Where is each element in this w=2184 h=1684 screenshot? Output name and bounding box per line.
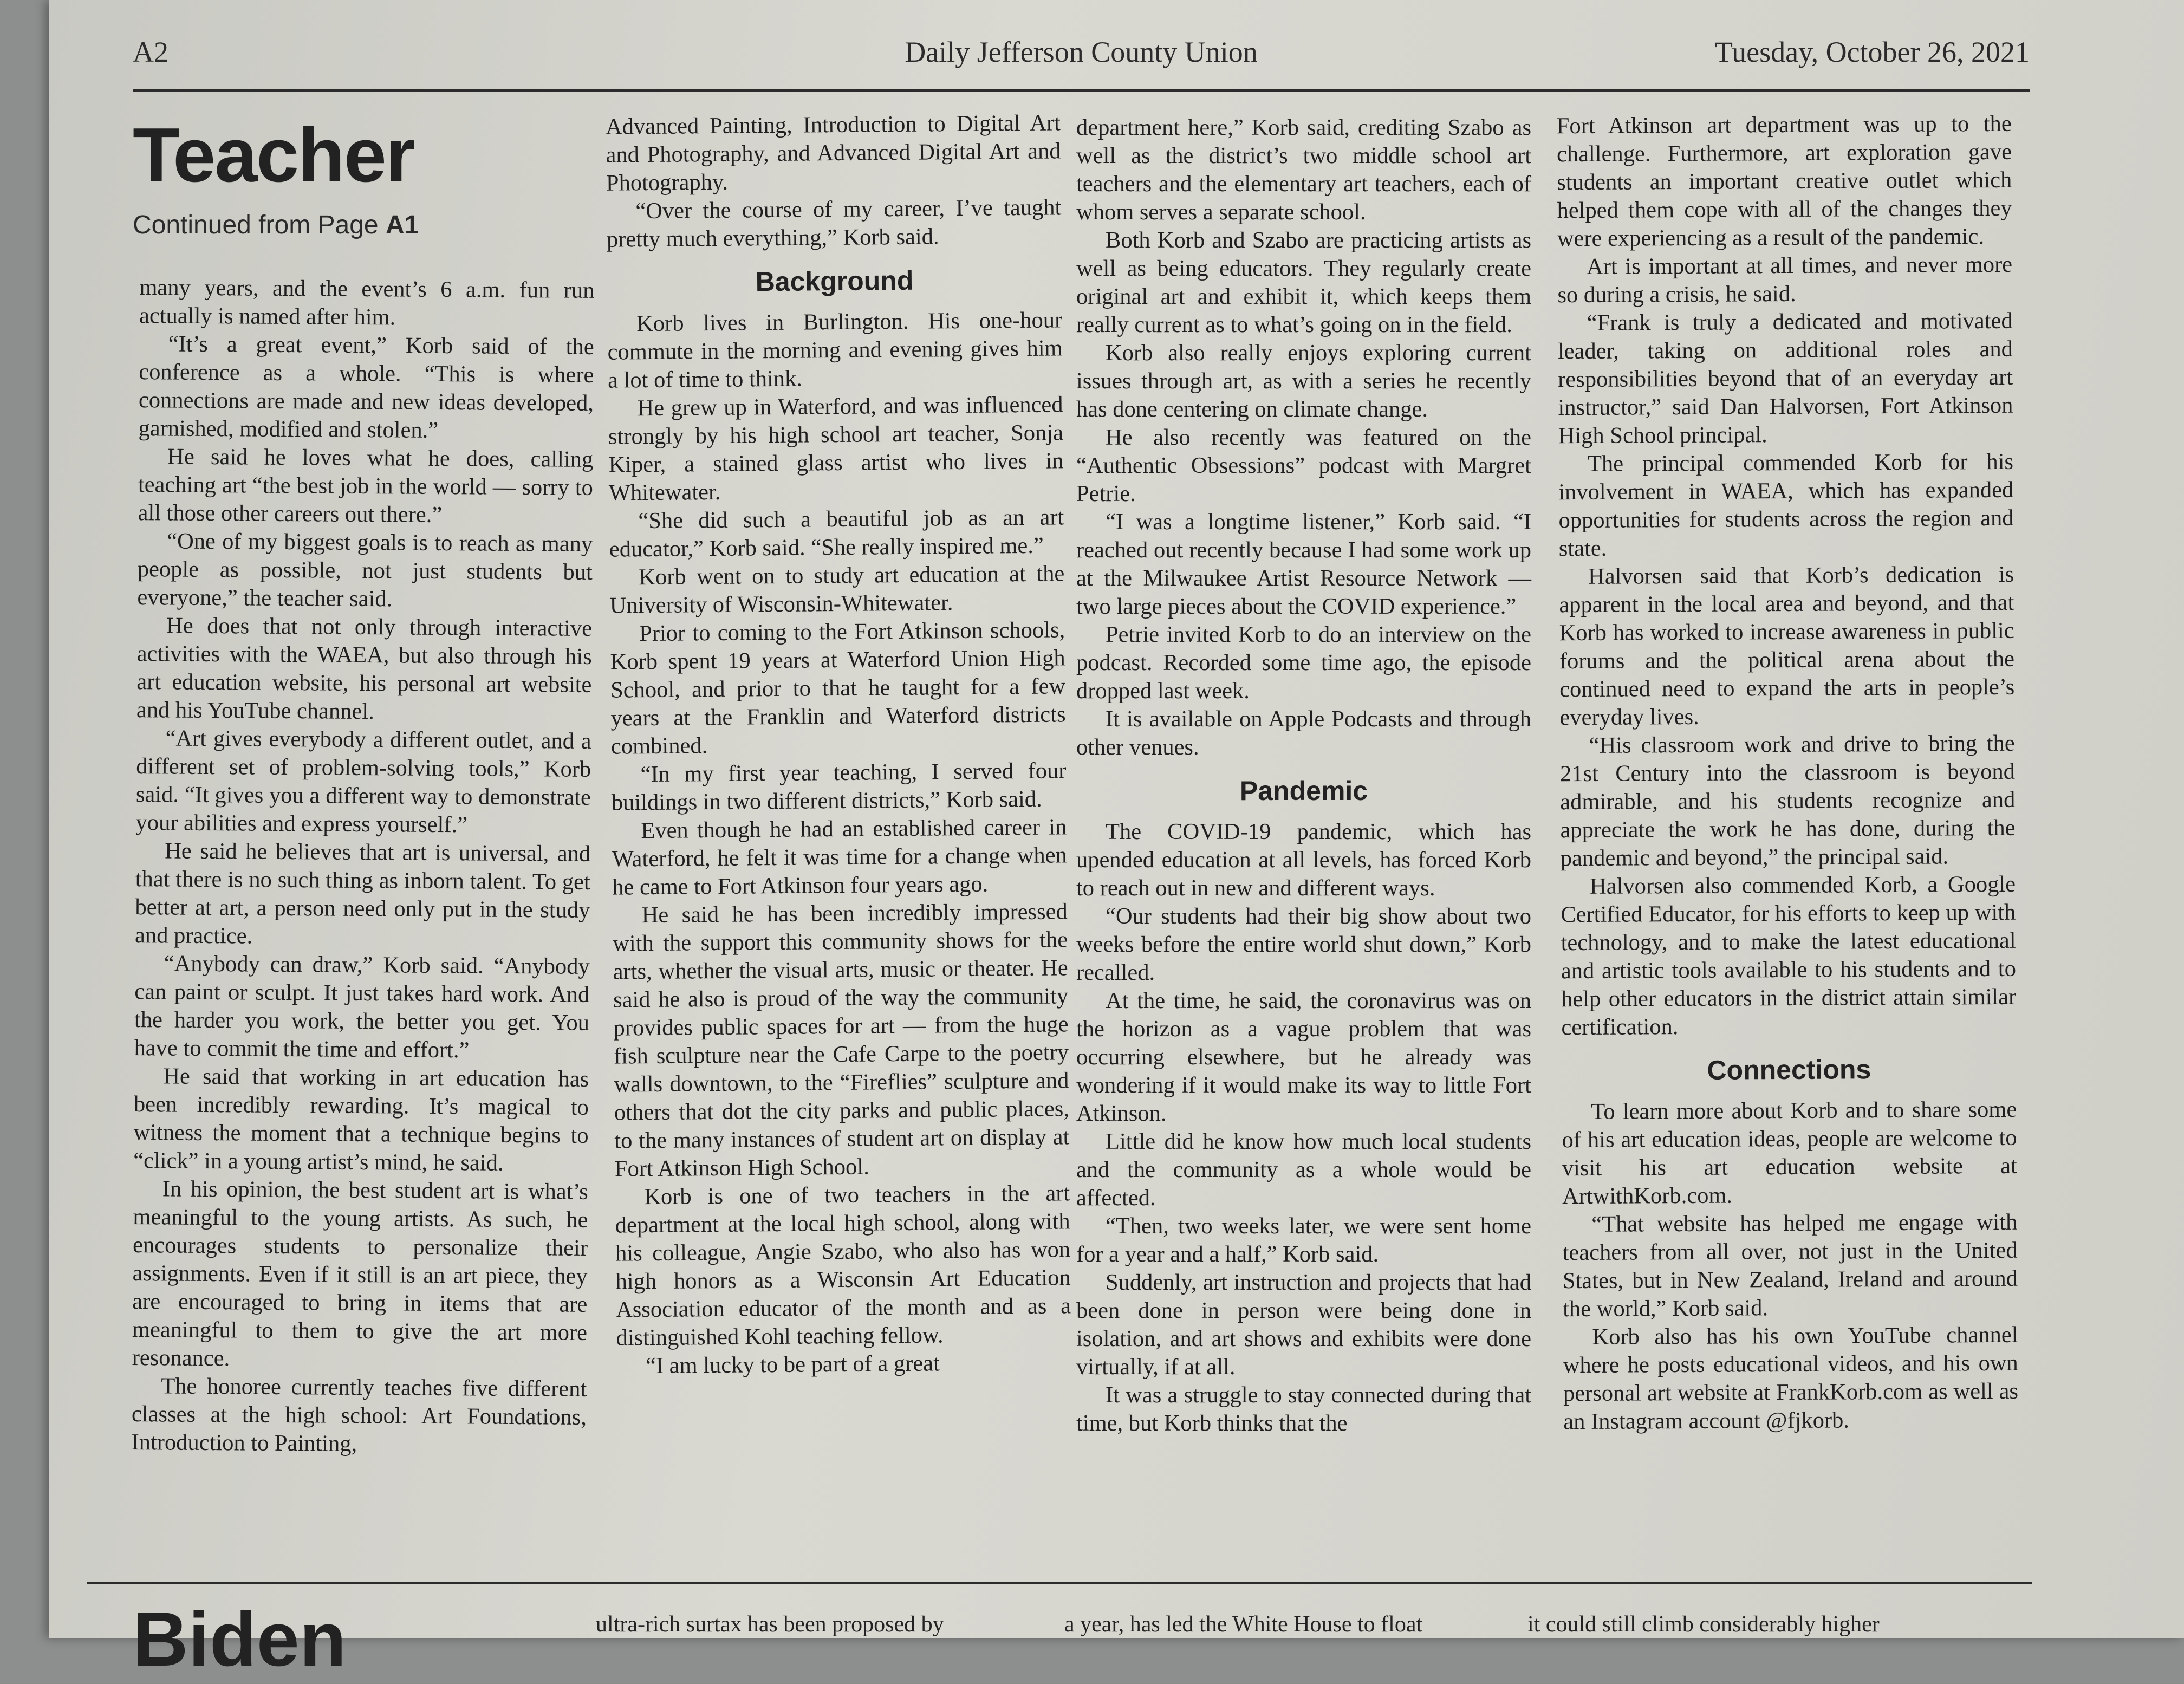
paragraph: The COVID-19 pandemic, which has upended education at all levels, has forced Korb to reach out in new and different ways.: [1076, 819, 1531, 901]
paragraph: department here,” Korb said, crediting Szabo as well as the district’s two middle school art teachers and the elementary art teachers, each of whom serves a separate school.: [1076, 115, 1531, 225]
paragraph: “His classroom work and drive to bring the 21st Century into the classroom is beyond admirable, and his students recognize and appreciate the work he has done, during the pandemic and beyond,” the principal said.: [1559, 730, 2016, 872]
paragraph: Fort Atkinson art department was up to the challenge. Furthermore, art exploration gave students an important creative outlet which helped them cope with all of the changes they were experiencing as a result of the pandemic.: [1556, 110, 2012, 252]
paragraph: “It’s a great event,” Korb said of the conference as a whole. “This is where connections are made and new ideas developed, garnished, modified and stolen.”: [138, 331, 594, 443]
paragraph: To learn more about Korb and to share some of his art education ideas, people are welcome to visit his art education website at ArtwithKorb.com.: [1562, 1096, 2017, 1210]
bottom-divider: [87, 1582, 2032, 1584]
paragraph: Korb is one of two teachers in the art department at the local high school, along with his colleague, Angie Szabo, who also has won high honors as a Wisconsin Art Education Association educator of the month and as a distinguished Kohl teaching fellow.: [615, 1180, 1071, 1351]
paragraph: He grew up in Waterford, and was influenced strongly by his high school art teacher, Sonja Kiper, a stained glass artist who lives in Whitewater.: [608, 392, 1064, 506]
article-column-4: [1557, 110, 2019, 1436]
paragraph: At the time, he said, the coronavirus was on the horizon as a vague problem that was occurring elsewhere, but he already was wondering if it would make its way to little Fort Atkinson.: [1076, 988, 1531, 1126]
paragraph: “I am lucky to be part of a great: [645, 1350, 940, 1379]
paragraph: many years, and the event’s 6 a.m. fun run actually is named after him.: [139, 275, 595, 330]
next-article-text-3: it could still climb considerably higher: [1528, 1612, 1880, 1637]
article-headline: Teacher: [133, 112, 415, 198]
paragraph: “Over the course of my career, I’ve taught pretty much everything,” Korb said.: [606, 194, 1062, 252]
paragraph: “Anybody can draw,” Korb said. “Anybody can paint or sculpt. It just takes hard work. And the harder you work, the better you get. You have to commit the time and effort.”: [134, 951, 590, 1063]
page-number: A2: [133, 36, 168, 68]
paragraph: Korb also really enjoys exploring current issues through art, as with a series he recently has done centering on climate change.: [1076, 340, 1531, 422]
paragraph: Korb also has his own YouTube channel where he posts educational videos, and his own personal art website at FrankKorb.com as well as an Instagram account @fjkorb.: [1563, 1322, 2019, 1435]
paragraph: “One of my biggest goals is to reach as many people as possible, not just students but everyone,” the teacher said.: [137, 528, 593, 612]
paragraph: It is available on Apple Podcasts and through other venues.: [1076, 706, 1531, 760]
paragraph: “Frank is truly a dedicated and motivated leader, taking on additional roles and responsibilities beyond that of an everyday art instructor,” said Dan Halvorsen, Fort Atkinson High School principal.: [1557, 308, 2013, 449]
paragraph: He said he believes that art is universal, and that there is no such thing as inborn talent. To get better at art, a person need only put in the study and practice.: [134, 838, 591, 949]
paragraph: “I was a longtime listener,” Korb said. “I reached out recently because I had some work up at the Milwaukee Artist Resource Network — two large pieces about the COVID experience.”: [1076, 509, 1531, 619]
paragraph: “Art gives everybody a different outlet, and a different set of problem-solving tools,” Korb said. “It gives you a different way to demonstrate your abilities and express yourself.”: [135, 725, 592, 838]
article-column-3: [1076, 114, 1531, 1438]
paragraph: “Then, two weeks later, we were sent home for a year and a half,” Korb said.: [1076, 1213, 1531, 1267]
paragraph: Advanced Painting, Introduction to Digital Art and Photography, and Advanced Digital Art and Photography.: [605, 110, 1061, 196]
paragraph: It was a struggle to stay connected during that time, but Korb thinks that the: [1076, 1382, 1531, 1436]
paragraph: Art is important at all times, and never more so during a crisis, he said.: [1557, 251, 2013, 308]
paragraph: Halvorsen also commended Korb, a Google Certified Educator, for his efforts to keep up with technology, and to make the latest educational and artistic tools available to his students and to help other educators in the district attain similar certification.: [1561, 871, 2017, 1041]
subhead-background: Background: [755, 265, 914, 297]
paragraph: In his opinion, the best student art is what’s meaningful to the young artists. As such, he encourages students to personalize their assignments. Even if it still is an art piece, they are encouraged to bring in items that are meaningful to them to give the art more resonance.: [132, 1176, 588, 1371]
paragraph: Korb lives in Burlington. His one-hour commute in the morning and evening gives him a lot of time to think.: [607, 307, 1063, 393]
paragraph: The honoree currently teaches five different classes at the high school: Art Foundations, Introduction to Painting,: [131, 1373, 587, 1457]
paragraph: He said he has been incredibly impressed with the support this community shows for the arts, whether the visual arts, music or theater. He said he also is proud of the way the community provides public spaces for art — from the huge fish sculpture near the Cafe Carpe to the poetry walls downtown, to the “Fireflies” sculpture and others that dot the city parks and public places, to the many instances of student art on display at Fort Atkinson High School.: [612, 899, 1070, 1182]
paragraph: “In my first year teaching, I served four buildings in two different districts,” Korb said.: [611, 758, 1067, 816]
paragraph: “Our students had their big show about two weeks before the entire world shut down,” Korb recalled.: [1076, 903, 1531, 985]
article-column-1: [131, 274, 594, 1460]
paragraph: Korb went on to study art education at the University of Wisconsin-Whitewater.: [609, 561, 1065, 619]
issue-date: Tuesday, October 26, 2021: [1715, 36, 2030, 68]
paragraph: Prior to coming to the Fort Atkinson schools, Korb spent 19 years at Waterford Union High School, and prior to that he taught for a few years at the Franklin and Waterford districts combined.: [610, 617, 1066, 759]
continued-from: [133, 210, 419, 240]
paragraph: Petrie invited Korb to do an interview on the podcast. Recorded some time ago, the episode dropped last week.: [1076, 622, 1531, 704]
paragraph: Even though he had an established career in Waterford, he felt it was time for a change when he came to Fort Atkinson four years ago.: [612, 814, 1067, 900]
newspaper-name: Daily Jefferson County Union: [905, 36, 1258, 68]
next-article-text-1: ultra-rich surtax has been proposed by: [596, 1612, 944, 1637]
subhead-pandemic: Pandemic: [1239, 776, 1368, 806]
continued-page: A1: [385, 211, 419, 239]
paragraph: The principal commended Korb for his involvement in WAEA, which has expanded opportunities for students across the region and state.: [1558, 448, 2014, 562]
continued-prefix: Continued from Page: [133, 211, 386, 239]
paragraph: Both Korb and Szabo are practicing artists as well as being educators. They regularly create original art and exhibit it, which keeps them really current as to what’s going on in the field.: [1076, 227, 1531, 337]
paragraph: He said he loves what he does, calling teaching art “the best job in the world — sorry to all those other careers out there.”: [138, 444, 594, 528]
paragraph: “That website has helped me engage with teachers from all over, not just in the United States, but in New Zealand, Ireland and around the world,” Korb said.: [1562, 1209, 2018, 1322]
paragraph: Suddenly, art instruction and projects that had been done in person were being done in isolation, and art shows and exhibits were done virtually, if at all.: [1076, 1270, 1531, 1380]
paragraph: He also recently was featured on the “Authentic Obsessions” podcast with Margret Petrie.: [1076, 425, 1531, 506]
page-header: [133, 30, 2030, 92]
subhead-connections: Connections: [1707, 1054, 1871, 1085]
paragraph: Little did he know how much local students and the community as a whole would be affected.: [1076, 1129, 1531, 1211]
next-article-headline: Biden: [133, 1596, 347, 1682]
paragraph: “She did such a beautiful job as an art educator,” Korb said. “She really inspired me.”: [609, 504, 1064, 562]
next-article-text-2: a year, has led the White House to float: [1064, 1612, 1423, 1637]
article-column-2: [606, 109, 1071, 1380]
paragraph: He said that working in art education has been incredibly rewarding. It’s magical to witness the moment that a technique begins to “click” in a young artist’s mind, he said.: [133, 1063, 589, 1176]
paragraph: Halvorsen said that Korb’s dedication is apparent in the local area and beyond, and that Korb has worked to increase awareness in public forums and the political arena about the continued need to expand the arts in people’s everyday lives.: [1559, 561, 2015, 731]
paragraph: He does that not only through interactive activities with the WAEA, but also through his art education website, his personal art website and his YouTube channel.: [136, 613, 593, 725]
